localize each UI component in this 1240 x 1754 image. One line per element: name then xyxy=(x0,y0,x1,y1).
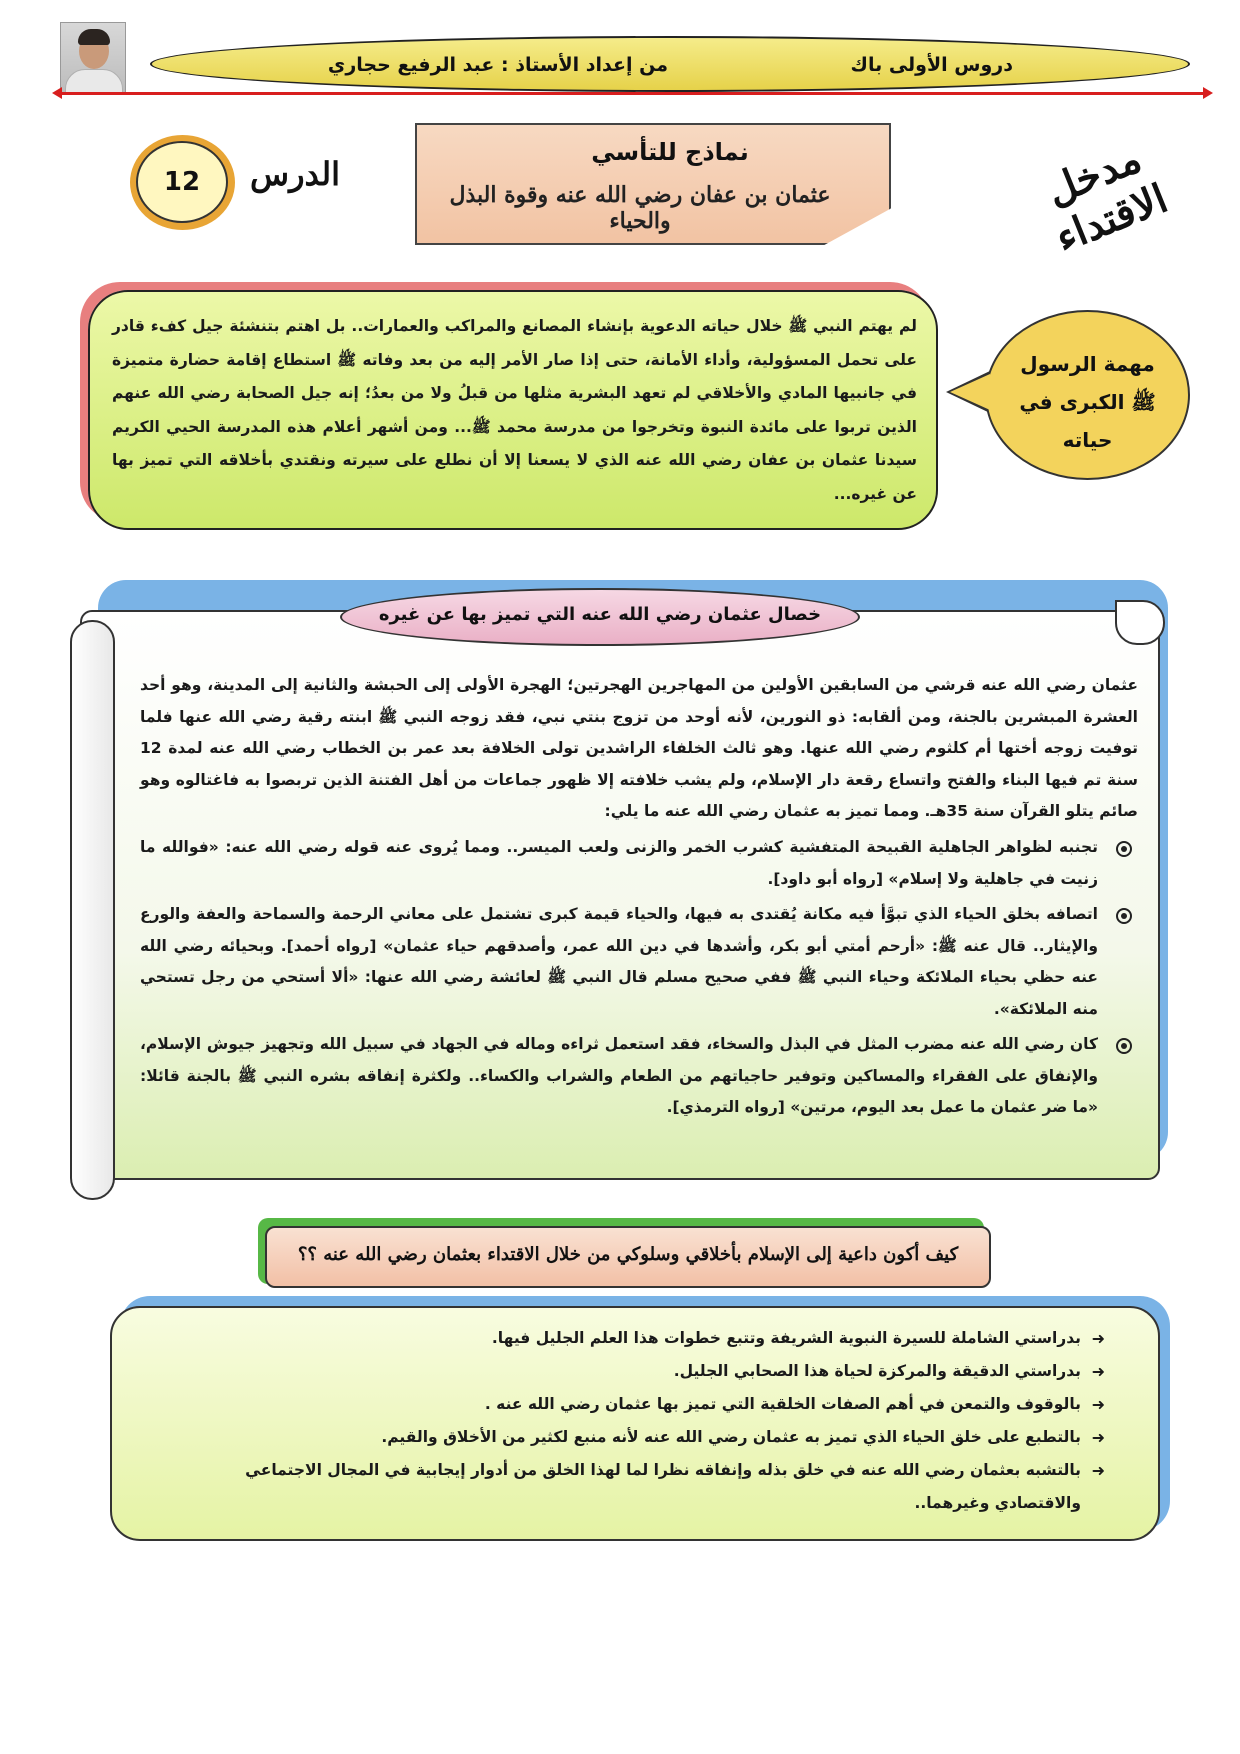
arrow-left-icon: ➜ xyxy=(1091,1362,1105,1381)
how-title: كيف أكون داعية إلى الإسلام بأخلاقي وسلوكي من خلال الاقتداء بعثمان رضي الله عنه ؟؟ xyxy=(297,1244,959,1265)
arrow-left-icon: ➜ xyxy=(1091,1329,1105,1348)
list-item xyxy=(140,899,1138,1025)
circle-bullet-icon xyxy=(1116,1038,1132,1054)
lesson-number-badge xyxy=(130,135,235,230)
bubble-tail-fill xyxy=(950,374,990,410)
how-text: بالتطبع على خلق الحياء الذي تميز به عثمان رضي الله عنه لأنه منبع لكثير من الأخلاق والقيم. xyxy=(381,1428,1081,1446)
qualities-title: خصال عثمان رضي الله عنه التي تميز بها عن غيره xyxy=(378,604,822,625)
lesson-subtitle: عثمان بن عفان رضي الله عنه وقوة البذل والحياء xyxy=(449,182,831,234)
arrow-left-icon: ➜ xyxy=(1091,1395,1105,1414)
how-list xyxy=(200,1322,1105,1520)
lesson-label: الدرس xyxy=(250,155,340,193)
list-item xyxy=(200,1454,1105,1520)
arrow-left-icon: ➜ xyxy=(1091,1428,1105,1447)
header-divider-arrow xyxy=(60,92,1205,95)
list-item xyxy=(200,1388,1105,1421)
intro-paragraph: لم يهتم النبي ﷺ خلال حياته الدعوية بإنشاء المصانع والمراكب والعمارات.. بل اهتم بتنشئة جيل كفء قادر على تحمل المسؤولية، وأداء الأمانة، حتى إذا صار الأمر إليه من بعد وفاته ﷺ استطاع إقامة حضارة متميزة في جانبيها المادي والأخلاقي لم تعهد البشرية مثلها من قبلُ ولا من بعدُ؛ إنه جيل الصحابة رضي الله عنهم الذين تربوا على مائدة النبوة وتخرجوا من مدرسة محمد ﷺ... ومن أشهر أعلام هذه المدرسة الحيي الكريم سيدنا عثمان بن عفان رضي الله عنه الذي لا يسعنا إلا أن نطلع على سيرته ونقتدي بأخلاقه التي تميز بها عن غيره... xyxy=(112,317,917,503)
author-label: من إعداد الأستاذ : عبد الرفيع حجاري xyxy=(327,54,668,76)
mission-bubble-text: مهمة الرسول ﷺ الكبرى في حياته xyxy=(1019,352,1156,452)
lesson-title: نماذج للتأسي xyxy=(591,138,749,166)
list-item xyxy=(140,832,1138,895)
quality-text: كان رضي الله عنه مضرب المثل في البذل والسخاء، فقد استعمل ثراءه وماله في الجهاد في سبيل الله وتجهيز جيوش الإسلام، والإنفاق على الفقراء والمساكين وتوفير حاجياتهم من الطعام والشراب والكساء.. ولكثرة إنفاقه بشره النبي ﷺ بالجنة قائلا: «ما ضر عثمان ما عمل بعد اليوم، مرتين» [رواه الترمذي]. xyxy=(140,1035,1098,1116)
lesson-number: 12 xyxy=(136,141,228,223)
list-item xyxy=(200,1421,1105,1454)
circle-bullet-icon xyxy=(1116,908,1132,924)
entry-label: مدخل الاقتداء xyxy=(1039,134,1175,262)
how-text: بالوقوف والتمعن في أهم الصفات الخلقية التي تميز بها عثمان رضي الله عنه . xyxy=(484,1395,1081,1413)
how-text: بالتشبه بعثمان رضي الله عنه في خلق بذله وإنفاقه نظرا لما لهذا الخلق من أدوار إيجابية في المجال الاجتماعي والاقتصادي وغيرهما.. xyxy=(245,1461,1081,1512)
list-item xyxy=(200,1322,1105,1355)
arrow-left-icon: ➜ xyxy=(1091,1461,1105,1480)
how-text: بدراستي الدقيقة والمركزة لحياة هذا الصحابي الجليل. xyxy=(673,1362,1081,1380)
scroll-roll-left xyxy=(70,620,115,1200)
photo-hair xyxy=(78,29,110,45)
quality-text: اتصافه بخلق الحياء الذي تبوَّأ فيه مكانة يُقتدى به فيها، والحياء قيمة كبرى تشتمل على معاني الرحمة والسماحة والعفة والورع والإيثار.. قال عنه ﷺ: «أرحم أمتي أبو بكر، وأشدها في دين الله عمر، وأصدقهم حياء عثمان» [رواه أحمد]. وبحيائه رضي الله عنه حظي بحياء الملائكة وحياء النبي ﷺ ففي صحيح مسلم قال النبي ﷺ لعائشة رضي الله عنها: «ألا أستحي من رجل تستحي منه الملائكة». xyxy=(140,905,1098,1018)
list-item xyxy=(140,1029,1138,1124)
header-banner xyxy=(150,36,1190,92)
list-item xyxy=(200,1355,1105,1388)
how-text: بدراستي الشاملة للسيرة النبوية الشريفة وتتبع خطوات هذا العلم الجليل فيها. xyxy=(491,1329,1081,1347)
course-label: دروس الأولى باك xyxy=(850,54,1013,76)
author-photo xyxy=(60,22,126,94)
circle-bullet-icon xyxy=(1116,841,1132,857)
quality-text: تجنبه لظواهر الجاهلية القبيحة المتفشية كشرب الخمر والزنى ولعب الميسر.. ومما يُروى عنه قوله رضي الله عنه: «فوالله ما زنيت في جاهلية ولا إسلام» [رواه أبو داود]. xyxy=(140,838,1098,888)
scroll-roll-top xyxy=(1115,600,1165,645)
qualities-list xyxy=(140,832,1138,1128)
photo-shirt xyxy=(65,69,123,94)
qualities-paragraph: عثمان رضي الله عنه قرشي من السابقين الأولين من المهاجرين الهجرتين؛ الهجرة الأولى إلى الحبشة والثانية إلى المدينة، وهو أحد العشرة المبشرين بالجنة، ومن ألقابه: ذو النورين، لأنه أوحد من تزوج بنتي نبي، فقد زوجه النبي ﷺ ابنته رقية رضي الله عنها فلما توفيت زوجه أختها أم كلثوم رضي الله عنها. وهو ثالث الخلفاء الراشدين تولى الخلافة بعد عمر بن الخطاب رضي الله عنه لمدة 12 سنة تم فيها البناء والفتح واتساع رقعة دار الإسلام، ولم يشب خلافته إلا ظهور جماعات من أهل الفتنة الذين تربصوا به فاغتالوه وهو صائم يتلو القرآن سنة 35هـ. ومما تميز به عثمان رضي الله عنه ما يلي: xyxy=(140,676,1138,820)
